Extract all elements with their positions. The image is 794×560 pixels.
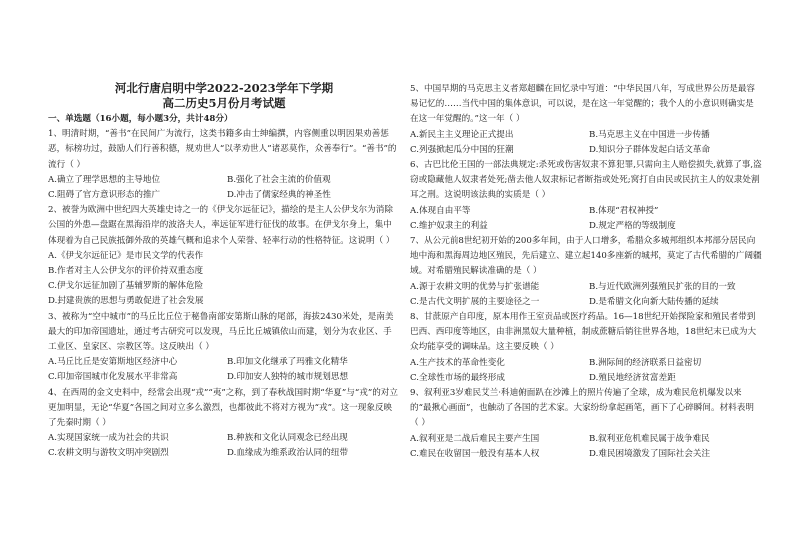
question-text: 8、甘蔗原产自印度，原本用作王室贡品或医疗药品。16—18世纪开始探险家和殖民者带到巴西、西印度等地区，由非洲黑奴大量种植，制成蔗糖后销往世界各地，18世纪末已成为大众均能享受的调味品。这主要反映（ ） <box>410 312 757 353</box>
option-b[interactable]: B.洲际间的经济联系日益密切 <box>589 357 702 368</box>
option-c[interactable]: C.列强掀起瓜分中国的狂潮 <box>410 144 514 155</box>
question-text: 6、古巴比伦王国的一部法典规定:杀死或伤害奴隶不算犯罪,只需向主人赔偿损失,就算了事,盗窃或隐藏他人奴隶者处死;凿去他人奴隶标记者断指或处死;窝打自由民或民抗主人的奴隶处割耳之刑。这说明该法典的实质是（ ） <box>410 160 762 201</box>
question-1 <box>48 127 400 203</box>
option-b[interactable]: B.强化了社会主流的价值观 <box>227 174 331 185</box>
question-5 <box>410 82 762 158</box>
option-a[interactable]: A.叙利亚是二战后难民主要产生国 <box>410 433 540 444</box>
question-options <box>48 431 400 461</box>
option-a[interactable]: A.确立了理学思想的主导地位 <box>48 174 161 185</box>
option-d[interactable]: D.血缘成为维系政治认同的纽带 <box>227 448 349 459</box>
question-options <box>410 128 762 158</box>
option-c[interactable]: C.全球性市场的最终形成 <box>410 372 505 383</box>
option-a[interactable]: A.马丘比丘是安第斯地区经济中心 <box>48 357 178 368</box>
question-options <box>48 355 400 385</box>
option-c[interactable]: C.伊戈尔远征加剧了基辅罗斯的解体危险 <box>48 281 204 292</box>
question-4 <box>48 386 400 462</box>
option-a[interactable]: A.生产技术的革命性变化 <box>410 357 505 368</box>
question-options <box>410 432 762 462</box>
question-text: 3、被称为“空中城市”的马丘比丘位于秘鲁南部安第斯山脉的尾部，海拔2430米处，是南美最大的印加帝国遗址，通过考古研究可以发现，马丘比丘城镇依山而建，划分为农业区、手工业区、皇家区、宗教区等。这反映出（ ） <box>48 311 394 353</box>
option-b[interactable]: B.叙利亚危机难民属于战争难民 <box>589 433 710 444</box>
option-c[interactable]: C.难民在收留国一般没有基本人权 <box>410 448 540 459</box>
option-a[interactable]: A.新民主主义理论正式提出 <box>410 129 514 140</box>
option-b[interactable]: B.种族和文化认同观念已经出现 <box>227 433 348 444</box>
question-8 <box>410 310 762 386</box>
question-7 <box>410 234 762 310</box>
question-3 <box>48 310 400 386</box>
option-d[interactable]: D.难民困境激发了国际社会关注 <box>589 448 711 459</box>
section-heading: 一、单选题（16小题，每小题3分，共计48分） <box>48 114 233 124</box>
option-d[interactable]: D.知识分子群体发起白话文革命 <box>589 144 711 155</box>
option-c[interactable]: C.维护奴隶主的利益 <box>410 220 488 231</box>
question-2 <box>48 203 400 309</box>
option-c[interactable]: C.农耕文明与游牧文明冲突剧烈 <box>48 448 169 459</box>
question-text: 9、叙利亚3岁难民艾兰·科迪俯面趴在沙滩上的照片传遍了全球，成为难民危机爆发以来的“最揪心画面”，也触动了各国的艺术家。大家纷纷拿起画笔，画下了心碎瞬间。材料表明（ ） <box>410 388 754 429</box>
option-b[interactable]: B.与近代欧洲列强殖民扩张的目的一致 <box>589 281 736 292</box>
left-column <box>48 112 400 462</box>
exam-title-line2: 高二历史5月份月考试题 <box>162 96 286 110</box>
exam-title-line1: 河北行唐启明中学2022-2023学年下学期 <box>114 81 334 95</box>
option-d[interactable]: D.殖民地经济贫富差距 <box>589 372 676 383</box>
question-options <box>410 280 762 310</box>
option-b[interactable]: B.马克思主义在中国进一步传播 <box>589 129 710 140</box>
question-options <box>410 356 762 386</box>
option-c[interactable]: C.印加帝国城市化发展水平非常高 <box>48 372 178 383</box>
option-b[interactable]: B.体现“君权神授” <box>589 205 659 216</box>
question-9 <box>410 386 762 462</box>
question-text: 2、被誉为欧洲中世纪四大英雄史诗之一的《伊戈尔远征记》，描绘的是主人公伊戈尔为消除公国的外患—盘踞在黑海沿岸的波洛夫人，率远征军进行征伐的故事。在伊戈尔身上，集中体现着为自己民族抵御外敌的英雄气概和追求个人荣誉、轻率行动的性格特征。这说明（ ） <box>48 205 395 246</box>
option-d[interactable]: D.规定严格的等级制度 <box>589 220 676 231</box>
option-a[interactable]: A.体现自由平等 <box>410 205 471 216</box>
question-options <box>410 204 762 234</box>
option-c[interactable]: C.阻碍了官方意识形态的推广 <box>48 190 161 201</box>
question-options <box>48 249 400 310</box>
question-text: 4、在西周的金文史料中，经常会出现“戎”“夷”之称，到了春秋战国时期“华夏”与“戎”的对立更加明显，无论“华夏”各国之间对立多么激烈，也都彼此不将对方视为“戎”。这一现象反映了先秦时期（ ） <box>48 387 398 429</box>
option-d[interactable]: D.印加安人独特的城市规划思想 <box>227 372 349 383</box>
option-d[interactable]: D.冲击了儒家经典的神圣性 <box>227 190 331 201</box>
right-column <box>410 82 762 462</box>
option-d[interactable]: D.封建贵族的思想与勇敢促进了社会发展 <box>48 296 204 307</box>
option-a[interactable]: A.实现国家统一成为社会的共识 <box>48 433 169 444</box>
question-options <box>48 173 400 203</box>
option-b[interactable]: B.印加文化继承了玛雅文化精华 <box>227 357 348 368</box>
question-6 <box>410 158 762 234</box>
question-text: 7、从公元前8世纪初开始的200多年间，由于人口增多，希腊众多城邦组织本邦部分居民向地中海和黑海周边地区殖民，先后建立、建立起140多座新的城邦，莫定了古代希腊的广阔疆域。对希腊殖民解读准确的是（ ） <box>410 236 762 277</box>
option-a[interactable]: A.《伊戈尔远征记》是市民文学的代表作 <box>48 250 204 261</box>
question-text: 5、中国早期的马克思主义者郑超麟在回忆录中写道：“中华民国八年，写成世界公历是最容易记忆的……当代中国的集体意识，可以说，是在这一年觉醒的；我个人的小意识则确实是在这一年觉醒的。”这一年（ ） <box>410 84 756 125</box>
question-text: 1、明清时期，“善书”在民间广为流行，这类书籍多由士绅编撰，内容侧重以明因果劝善惩恶，标榜功过，鼓励人们行善积德，规劝世人“以孝劝世人”诸恶莫作，众善奉行”。“善书”的流行（ ） <box>48 129 397 170</box>
option-d[interactable]: D.是希腊文化向新大陆传播的延续 <box>589 296 719 307</box>
option-c[interactable]: C.是古代文明扩展的主要途径之一 <box>410 296 540 307</box>
option-a[interactable]: A.源于农耕文明的优势与扩张谱能 <box>410 281 540 292</box>
option-b[interactable]: B.作者对主人公伊戈尔的评价持双重态度 <box>48 266 204 277</box>
